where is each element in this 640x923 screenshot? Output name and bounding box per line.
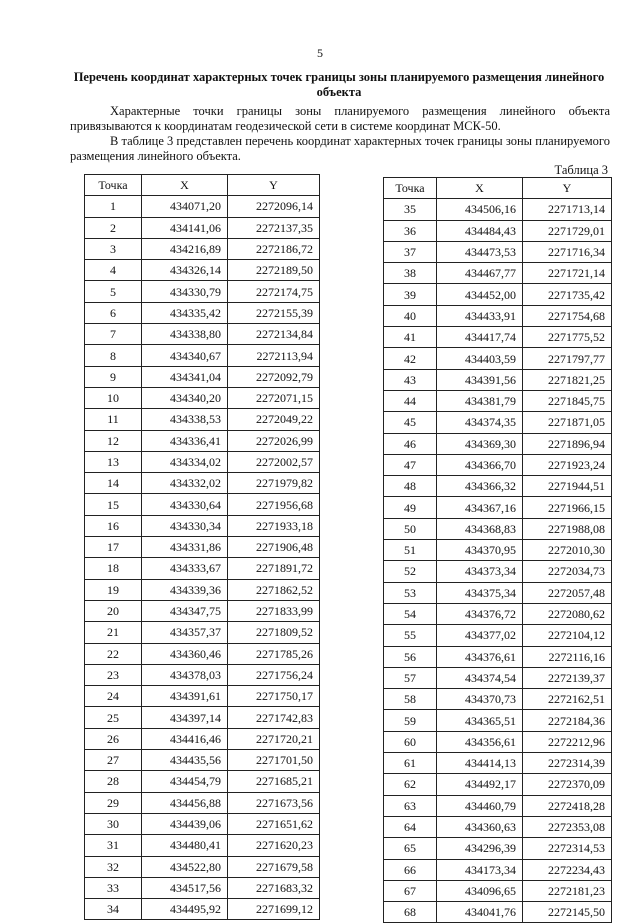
cell-x: 434333,67 bbox=[142, 558, 228, 579]
cell-y: 2272071,15 bbox=[228, 387, 320, 408]
cell-point: 30 bbox=[85, 813, 142, 834]
table-row bbox=[384, 710, 612, 731]
cell-y: 2272212,96 bbox=[523, 731, 612, 752]
cell-point: 34 bbox=[85, 899, 142, 920]
cell-point: 61 bbox=[384, 753, 437, 774]
cell-x: 434360,46 bbox=[142, 643, 228, 664]
table-row bbox=[85, 281, 320, 302]
cell-point: 8 bbox=[85, 345, 142, 366]
cell-y: 2272181,23 bbox=[523, 880, 612, 901]
table-row bbox=[85, 600, 320, 621]
cell-point: 64 bbox=[384, 816, 437, 837]
cell-x: 434332,02 bbox=[142, 473, 228, 494]
cell-x: 434433,91 bbox=[437, 305, 523, 326]
cell-point: 14 bbox=[85, 473, 142, 494]
cell-point: 19 bbox=[85, 579, 142, 600]
cell-y: 2272080,62 bbox=[523, 603, 612, 624]
cell-y: 2272184,36 bbox=[523, 710, 612, 731]
cell-y: 2271862,52 bbox=[228, 579, 320, 600]
table-row bbox=[85, 324, 320, 345]
cell-y: 2271933,18 bbox=[228, 515, 320, 536]
cell-point: 32 bbox=[85, 856, 142, 877]
column-header-point: Точка bbox=[85, 175, 142, 196]
table-body-right bbox=[384, 199, 612, 923]
cell-x: 434454,79 bbox=[142, 771, 228, 792]
cell-point: 65 bbox=[384, 838, 437, 859]
cell-x: 434173,34 bbox=[437, 859, 523, 880]
cell-y: 2271720,21 bbox=[228, 728, 320, 749]
paragraph-intro bbox=[70, 104, 610, 133]
cell-y: 2272010,30 bbox=[523, 540, 612, 561]
table-row bbox=[384, 433, 612, 454]
column-header-y: Y bbox=[228, 175, 320, 196]
cell-point: 9 bbox=[85, 366, 142, 387]
cell-point: 45 bbox=[384, 412, 437, 433]
cell-y: 2271620,23 bbox=[228, 835, 320, 856]
cell-y: 2271988,08 bbox=[523, 518, 612, 539]
cell-y: 2271871,05 bbox=[523, 412, 612, 433]
cell-x: 434357,37 bbox=[142, 622, 228, 643]
cell-x: 434360,63 bbox=[437, 816, 523, 837]
table-caption: Таблица 3 bbox=[554, 163, 608, 177]
table-row bbox=[384, 540, 612, 561]
cell-point: 59 bbox=[384, 710, 437, 731]
column-header-x: X bbox=[437, 178, 523, 199]
cell-x: 434378,03 bbox=[142, 664, 228, 685]
cell-y: 2272189,50 bbox=[228, 260, 320, 281]
cell-y: 2272034,73 bbox=[523, 561, 612, 582]
table-row bbox=[384, 454, 612, 475]
cell-point: 35 bbox=[384, 199, 437, 220]
table-row bbox=[85, 387, 320, 408]
table-row bbox=[384, 667, 612, 688]
cell-x: 434338,80 bbox=[142, 324, 228, 345]
cell-x: 434492,17 bbox=[437, 774, 523, 795]
cell-y: 2271673,56 bbox=[228, 792, 320, 813]
paragraph-table-reference-text: В таблице 3 представлен перечень координат характерных точек границы зоны планируемого размещения линейного объекта. bbox=[70, 134, 610, 163]
cell-x: 434439,06 bbox=[142, 813, 228, 834]
cell-y: 2271797,77 bbox=[523, 348, 612, 369]
cell-x: 434331,86 bbox=[142, 537, 228, 558]
cell-x: 434403,59 bbox=[437, 348, 523, 369]
table-row bbox=[85, 877, 320, 898]
table-row bbox=[85, 622, 320, 643]
table-row bbox=[384, 731, 612, 752]
cell-x: 434495,92 bbox=[142, 899, 228, 920]
cell-point: 43 bbox=[384, 369, 437, 390]
table-row bbox=[85, 494, 320, 515]
cell-x: 434460,79 bbox=[437, 795, 523, 816]
cell-point: 12 bbox=[85, 430, 142, 451]
cell-y: 2271679,58 bbox=[228, 856, 320, 877]
cell-x: 434484,43 bbox=[437, 220, 523, 241]
cell-y: 2272370,09 bbox=[523, 774, 612, 795]
cell-x: 434376,61 bbox=[437, 646, 523, 667]
cell-point: 22 bbox=[85, 643, 142, 664]
cell-y: 2271750,17 bbox=[228, 686, 320, 707]
table-row bbox=[85, 792, 320, 813]
cell-point: 49 bbox=[384, 497, 437, 518]
cell-point: 68 bbox=[384, 902, 437, 923]
cell-y: 2272134,84 bbox=[228, 324, 320, 345]
cell-y: 2271756,24 bbox=[228, 664, 320, 685]
cell-point: 54 bbox=[384, 603, 437, 624]
cell-point: 24 bbox=[85, 686, 142, 707]
table-row bbox=[384, 774, 612, 795]
column-header-y: Y bbox=[523, 178, 612, 199]
table-row bbox=[384, 795, 612, 816]
cell-y: 2271729,01 bbox=[523, 220, 612, 241]
table-header-row bbox=[384, 178, 612, 199]
page-number: 5 bbox=[317, 46, 323, 60]
cell-x: 434216,89 bbox=[142, 238, 228, 259]
table-row bbox=[85, 835, 320, 856]
cell-point: 66 bbox=[384, 859, 437, 880]
cell-y: 2271833,99 bbox=[228, 600, 320, 621]
table-row bbox=[384, 412, 612, 433]
table-row bbox=[85, 515, 320, 536]
cell-point: 60 bbox=[384, 731, 437, 752]
table-row bbox=[384, 305, 612, 326]
cell-point: 20 bbox=[85, 600, 142, 621]
table-row bbox=[85, 899, 320, 920]
table-row bbox=[85, 302, 320, 323]
cell-y: 2271906,48 bbox=[228, 537, 320, 558]
cell-point: 46 bbox=[384, 433, 437, 454]
table-row bbox=[85, 686, 320, 707]
cell-point: 41 bbox=[384, 327, 437, 348]
cell-point: 48 bbox=[384, 476, 437, 497]
cell-point: 10 bbox=[85, 387, 142, 408]
table-row bbox=[384, 603, 612, 624]
cell-point: 27 bbox=[85, 750, 142, 771]
table-row bbox=[85, 238, 320, 259]
cell-x: 434391,61 bbox=[142, 686, 228, 707]
table-row bbox=[85, 707, 320, 728]
cell-y: 2271785,26 bbox=[228, 643, 320, 664]
cell-x: 434414,13 bbox=[437, 753, 523, 774]
table-row bbox=[85, 409, 320, 430]
table-row bbox=[85, 430, 320, 451]
cell-x: 434370,73 bbox=[437, 689, 523, 710]
cell-y: 2272104,12 bbox=[523, 625, 612, 646]
cell-point: 28 bbox=[85, 771, 142, 792]
cell-point: 57 bbox=[384, 667, 437, 688]
cell-y: 2271742,83 bbox=[228, 707, 320, 728]
cell-x: 434374,35 bbox=[437, 412, 523, 433]
table-row bbox=[85, 579, 320, 600]
table-row bbox=[384, 625, 612, 646]
cell-y: 2271713,14 bbox=[523, 199, 612, 220]
cell-point: 53 bbox=[384, 582, 437, 603]
cell-point: 6 bbox=[85, 302, 142, 323]
cell-x: 434340,20 bbox=[142, 387, 228, 408]
table-row bbox=[85, 196, 320, 217]
cell-y: 2272314,39 bbox=[523, 753, 612, 774]
table-row bbox=[384, 241, 612, 262]
cell-point: 31 bbox=[85, 835, 142, 856]
table-header-row bbox=[85, 175, 320, 196]
cell-x: 434517,56 bbox=[142, 877, 228, 898]
cell-y: 2271701,50 bbox=[228, 750, 320, 771]
cell-y: 2271896,94 bbox=[523, 433, 612, 454]
cell-y: 2272113,94 bbox=[228, 345, 320, 366]
cell-x: 434417,74 bbox=[437, 327, 523, 348]
cell-y: 2272116,16 bbox=[523, 646, 612, 667]
table-row bbox=[384, 753, 612, 774]
cell-x: 434391,56 bbox=[437, 369, 523, 390]
table-row bbox=[85, 558, 320, 579]
cell-y: 2272314,53 bbox=[523, 838, 612, 859]
cell-point: 56 bbox=[384, 646, 437, 667]
table-row bbox=[384, 476, 612, 497]
table-row bbox=[384, 348, 612, 369]
cell-x: 434456,88 bbox=[142, 792, 228, 813]
cell-point: 52 bbox=[384, 561, 437, 582]
cell-point: 55 bbox=[384, 625, 437, 646]
cell-x: 434375,34 bbox=[437, 582, 523, 603]
cell-y: 2272137,35 bbox=[228, 217, 320, 238]
cell-y: 2272096,14 bbox=[228, 196, 320, 217]
table-row bbox=[85, 260, 320, 281]
cell-y: 2272002,57 bbox=[228, 451, 320, 472]
cell-y: 2271754,68 bbox=[523, 305, 612, 326]
cell-x: 434376,72 bbox=[437, 603, 523, 624]
cell-y: 2272234,43 bbox=[523, 859, 612, 880]
cell-x: 434522,80 bbox=[142, 856, 228, 877]
cell-x: 434416,46 bbox=[142, 728, 228, 749]
section-heading: Перечень координат характерных точек границы зоны планируемого размещения линейного объекта bbox=[73, 70, 605, 99]
coordinates-table-left bbox=[84, 174, 320, 920]
paragraph-intro-text: Характерные точки границы зоны планируемого размещения линейного объекта привязываются к координатам геодезической сети в системе координат МСК-50. bbox=[70, 104, 610, 133]
table-row bbox=[85, 366, 320, 387]
cell-point: 5 bbox=[85, 281, 142, 302]
table-row bbox=[384, 263, 612, 284]
cell-x: 434330,64 bbox=[142, 494, 228, 515]
cell-point: 11 bbox=[85, 409, 142, 430]
cell-x: 434373,34 bbox=[437, 561, 523, 582]
cell-point: 40 bbox=[384, 305, 437, 326]
cell-point: 29 bbox=[85, 792, 142, 813]
cell-x: 434377,02 bbox=[437, 625, 523, 646]
cell-y: 2272353,08 bbox=[523, 816, 612, 837]
cell-x: 434473,53 bbox=[437, 241, 523, 262]
cell-y: 2272418,28 bbox=[523, 795, 612, 816]
cell-point: 51 bbox=[384, 540, 437, 561]
cell-x: 434335,42 bbox=[142, 302, 228, 323]
cell-point: 15 bbox=[85, 494, 142, 515]
cell-y: 2271716,34 bbox=[523, 241, 612, 262]
table-row bbox=[384, 518, 612, 539]
cell-point: 21 bbox=[85, 622, 142, 643]
column-header-x: X bbox=[142, 175, 228, 196]
cell-point: 17 bbox=[85, 537, 142, 558]
cell-x: 434367,16 bbox=[437, 497, 523, 518]
cell-x: 434041,76 bbox=[437, 902, 523, 923]
cell-x: 434071,20 bbox=[142, 196, 228, 217]
cell-y: 2272139,37 bbox=[523, 667, 612, 688]
cell-point: 67 bbox=[384, 880, 437, 901]
cell-x: 434370,95 bbox=[437, 540, 523, 561]
paragraph-table-reference bbox=[70, 134, 610, 163]
table-row bbox=[85, 473, 320, 494]
cell-point: 18 bbox=[85, 558, 142, 579]
table-row bbox=[85, 537, 320, 558]
cell-x: 434339,36 bbox=[142, 579, 228, 600]
table-row bbox=[384, 880, 612, 901]
cell-y: 2272092,79 bbox=[228, 366, 320, 387]
cell-x: 434480,41 bbox=[142, 835, 228, 856]
cell-point: 3 bbox=[85, 238, 142, 259]
cell-x: 434369,30 bbox=[437, 433, 523, 454]
cell-point: 58 bbox=[384, 689, 437, 710]
cell-x: 434435,56 bbox=[142, 750, 228, 771]
table-row bbox=[384, 327, 612, 348]
cell-x: 434141,06 bbox=[142, 217, 228, 238]
cell-x: 434296,39 bbox=[437, 838, 523, 859]
cell-point: 38 bbox=[384, 263, 437, 284]
cell-y: 2271979,82 bbox=[228, 473, 320, 494]
cell-point: 39 bbox=[384, 284, 437, 305]
cell-point: 26 bbox=[85, 728, 142, 749]
cell-x: 434334,02 bbox=[142, 451, 228, 472]
cell-x: 434366,32 bbox=[437, 476, 523, 497]
cell-x: 434330,79 bbox=[142, 281, 228, 302]
table-row bbox=[85, 451, 320, 472]
cell-x: 434452,00 bbox=[437, 284, 523, 305]
cell-y: 2271775,52 bbox=[523, 327, 612, 348]
cell-point: 50 bbox=[384, 518, 437, 539]
cell-x: 434347,75 bbox=[142, 600, 228, 621]
cell-y: 2271735,42 bbox=[523, 284, 612, 305]
cell-point: 62 bbox=[384, 774, 437, 795]
table-row bbox=[384, 390, 612, 411]
cell-y: 2272174,75 bbox=[228, 281, 320, 302]
cell-y: 2271651,62 bbox=[228, 813, 320, 834]
table-row bbox=[384, 646, 612, 667]
cell-y: 2272057,48 bbox=[523, 582, 612, 603]
table-row bbox=[85, 345, 320, 366]
table-row bbox=[384, 859, 612, 880]
cell-point: 44 bbox=[384, 390, 437, 411]
table-row bbox=[384, 689, 612, 710]
cell-y: 2272186,72 bbox=[228, 238, 320, 259]
cell-point: 63 bbox=[384, 795, 437, 816]
cell-x: 434368,83 bbox=[437, 518, 523, 539]
table-row bbox=[85, 643, 320, 664]
cell-y: 2271821,25 bbox=[523, 369, 612, 390]
cell-x: 434366,70 bbox=[437, 454, 523, 475]
cell-y: 2271923,24 bbox=[523, 454, 612, 475]
cell-point: 16 bbox=[85, 515, 142, 536]
table-row bbox=[85, 813, 320, 834]
cell-y: 2271956,68 bbox=[228, 494, 320, 515]
column-header-point: Точка bbox=[384, 178, 437, 199]
cell-x: 434397,14 bbox=[142, 707, 228, 728]
table-row bbox=[384, 199, 612, 220]
cell-point: 42 bbox=[384, 348, 437, 369]
cell-x: 434506,16 bbox=[437, 199, 523, 220]
cell-y: 2271891,72 bbox=[228, 558, 320, 579]
cell-x: 434374,54 bbox=[437, 667, 523, 688]
table-row bbox=[384, 561, 612, 582]
cell-point: 4 bbox=[85, 260, 142, 281]
table-row bbox=[384, 816, 612, 837]
cell-y: 2271966,15 bbox=[523, 497, 612, 518]
cell-y: 2271944,51 bbox=[523, 476, 612, 497]
cell-x: 434381,79 bbox=[437, 390, 523, 411]
table-row bbox=[384, 582, 612, 603]
cell-point: 25 bbox=[85, 707, 142, 728]
table-row bbox=[85, 728, 320, 749]
cell-x: 434338,53 bbox=[142, 409, 228, 430]
cell-y: 2271685,21 bbox=[228, 771, 320, 792]
cell-x: 434096,65 bbox=[437, 880, 523, 901]
cell-y: 2271721,14 bbox=[523, 263, 612, 284]
cell-y: 2272145,50 bbox=[523, 902, 612, 923]
cell-point: 47 bbox=[384, 454, 437, 475]
cell-x: 434356,61 bbox=[437, 731, 523, 752]
cell-x: 434467,77 bbox=[437, 263, 523, 284]
cell-point: 2 bbox=[85, 217, 142, 238]
table-row bbox=[85, 664, 320, 685]
table-row bbox=[384, 838, 612, 859]
cell-y: 2272026,99 bbox=[228, 430, 320, 451]
table-row bbox=[384, 284, 612, 305]
cell-point: 37 bbox=[384, 241, 437, 262]
table-row bbox=[384, 220, 612, 241]
cell-y: 2271699,12 bbox=[228, 899, 320, 920]
cell-point: 36 bbox=[384, 220, 437, 241]
table-row bbox=[85, 771, 320, 792]
cell-y: 2271845,75 bbox=[523, 390, 612, 411]
table-body-left bbox=[85, 196, 320, 920]
table-row bbox=[85, 217, 320, 238]
cell-x: 434326,14 bbox=[142, 260, 228, 281]
cell-x: 434365,51 bbox=[437, 710, 523, 731]
coordinates-table-right bbox=[383, 177, 612, 923]
table-row bbox=[85, 750, 320, 771]
cell-x: 434341,04 bbox=[142, 366, 228, 387]
cell-y: 2272155,39 bbox=[228, 302, 320, 323]
cell-y: 2271683,32 bbox=[228, 877, 320, 898]
table-row bbox=[384, 497, 612, 518]
cell-point: 13 bbox=[85, 451, 142, 472]
cell-y: 2272049,22 bbox=[228, 409, 320, 430]
cell-point: 7 bbox=[85, 324, 142, 345]
table-row bbox=[85, 856, 320, 877]
cell-y: 2271809,52 bbox=[228, 622, 320, 643]
cell-point: 33 bbox=[85, 877, 142, 898]
cell-x: 434330,34 bbox=[142, 515, 228, 536]
table-row bbox=[384, 369, 612, 390]
cell-point: 1 bbox=[85, 196, 142, 217]
cell-y: 2272162,51 bbox=[523, 689, 612, 710]
cell-x: 434340,67 bbox=[142, 345, 228, 366]
cell-point: 23 bbox=[85, 664, 142, 685]
cell-x: 434336,41 bbox=[142, 430, 228, 451]
